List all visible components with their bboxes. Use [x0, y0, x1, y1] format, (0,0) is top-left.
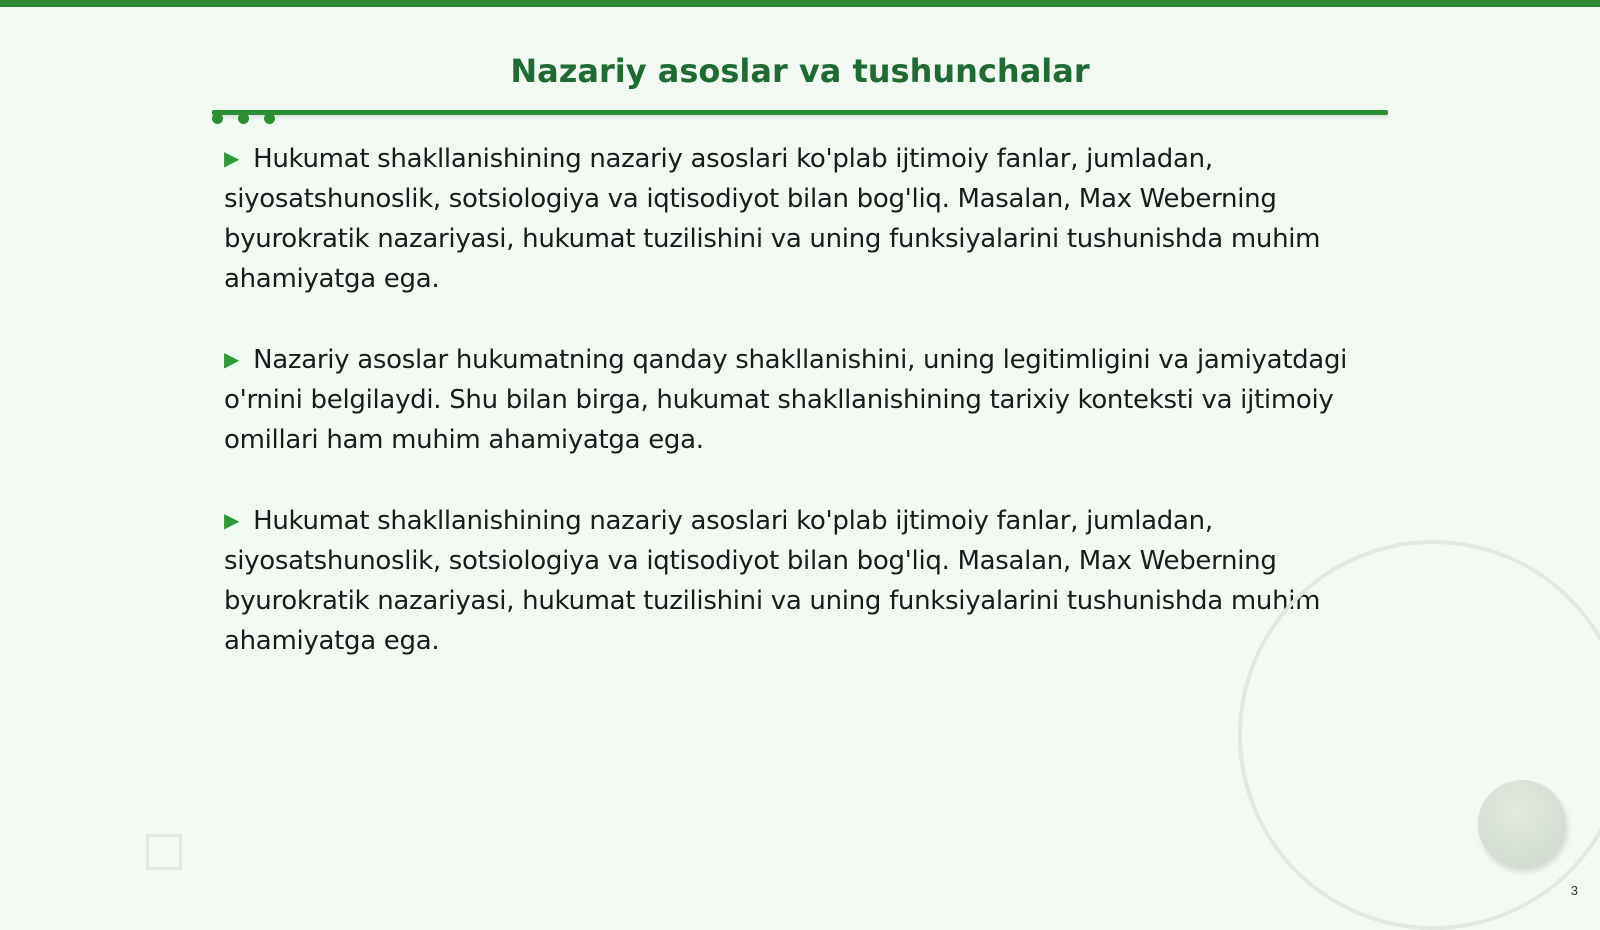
page-number: 3 [1570, 883, 1578, 898]
bullet-triangle-icon: ▶ [224, 508, 240, 532]
paragraph-text: Hukumat shakllanishining nazariy asoslari ko'plab ijtimoiy fanlar, jumladan, siyosatshunoslik, sotsiologiya va iqtisodiyot bilan bog'liq. Masalan, Max Weberning byurokratik nazariyasi, hukumat tuzilishini va uning funksiyalarini tushunishda muhim ahamiyatga ega. [224, 506, 1321, 656]
bullet-triangle-icon: ▶ [224, 347, 240, 371]
bullet-paragraph [224, 500, 1354, 661]
bullet-triangle-icon: ▶ [224, 146, 240, 170]
paragraph-text: Nazariy asoslar hukumatning qanday shakllanishini, uning legitimligini va jamiyatdagi o'rnini belgilaydi. Shu bilan birga, hukumat shakllanishining tarixiy konteksti va ijtimoiy omillari ham muhim ahamiyatga ega. [224, 345, 1348, 455]
decorative-dot [264, 113, 275, 124]
decorative-square [146, 834, 182, 870]
decorative-ring [1238, 540, 1600, 930]
slide-body [224, 138, 1354, 701]
title-underline [212, 110, 1388, 115]
bullet-paragraph [224, 138, 1354, 299]
bullet-paragraph [224, 339, 1354, 460]
slide-title: Nazariy asoslar va tushunchalar [510, 52, 1090, 90]
decorative-sphere [1478, 780, 1566, 868]
decorative-dot [238, 113, 249, 124]
paragraph-text: Hukumat shakllanishining nazariy asoslari ko'plab ijtimoiy fanlar, jumladan, siyosatshunoslik, sotsiologiya va iqtisodiyot bilan bog'liq. Masalan, Max Weberning byurokratik nazariyasi, hukumat tuzilishini va uning funksiyalarini tushunishda muhim ahamiyatga ega. [224, 144, 1321, 294]
decorative-dot [212, 113, 223, 124]
top-accent-bar [0, 0, 1600, 7]
